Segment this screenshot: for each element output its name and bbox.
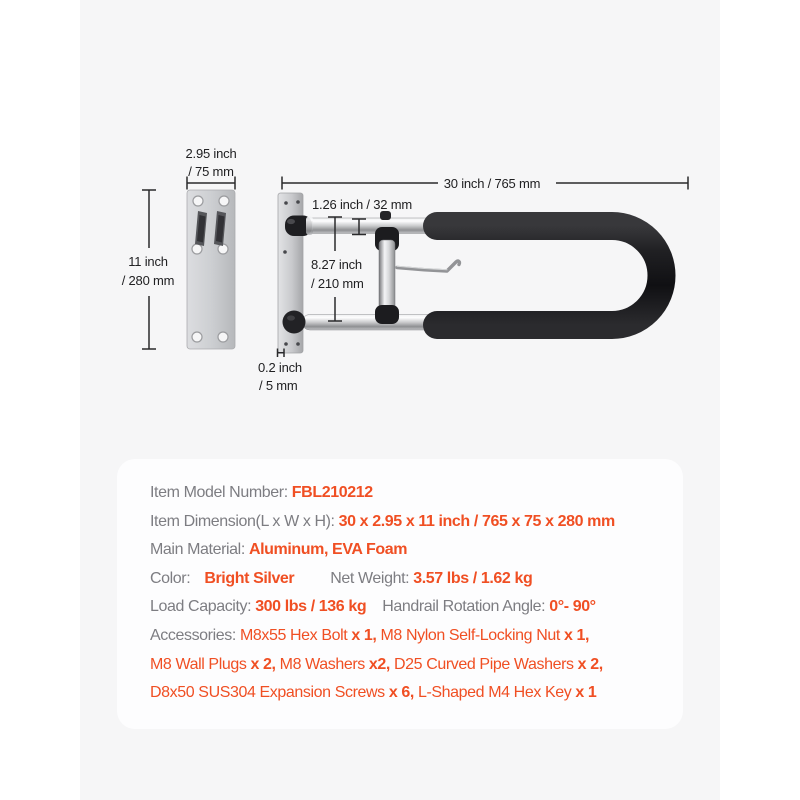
- spec-line-capacity-rotation: Load Capacity: 300 lbs / 136 kg Handrail Rotation Angle: 0°- 90°: [150, 598, 596, 616]
- spec-line-main-material: Main Material: Aluminum, EVA Foam: [150, 541, 408, 559]
- dim-plate-thickness-line1: 0.2 inch: [258, 360, 302, 375]
- spec-line-accessories-2: M8 Wall Plugs x 2, M8 Washers x2, D25 Curved Pipe Washers x 2,: [150, 655, 603, 673]
- dimension-diagram: [80, 0, 720, 460]
- dim-inner-gap-line2: / 210 mm: [311, 276, 364, 291]
- paper-holder-hook: [397, 261, 459, 271]
- spec-line-item-dimension: Item Dimension(L x W x H): 30 x 2.95 x 11 inch / 765 x 75 x 280 mm: [150, 512, 615, 530]
- dim-plate-height-line2: / 280 mm: [121, 273, 175, 288]
- dim-total-length-label: 30 inch / 765 mm: [443, 176, 541, 191]
- left-mounting-plate: [187, 190, 235, 349]
- pivot-hinge: [285, 216, 313, 237]
- spec-line-accessories-3: D8x50 SUS304 Expansion Screws x 6, L-Shaped M4 Hex Key x 1: [150, 684, 597, 702]
- spec-line-color-net-weight: Color: Bright Silver Net Weight: 3.57 lbs / 1.62 kg: [150, 569, 533, 587]
- dim-tube-diameter-label: 1.26 inch / 32 mm: [312, 197, 412, 212]
- dim-plate-thickness-line2: / 5 mm: [259, 378, 298, 393]
- spec-line-accessories-1: Accessories: M8x55 Hex Bolt x 1, M8 Nylon Self-Locking Nut x 1,: [150, 626, 590, 644]
- dim-plate-width-line2: / 75 mm: [188, 164, 234, 179]
- dim-total-length: [282, 176, 688, 191]
- dim-inner-gap-line1: 8.27 inch: [311, 257, 362, 272]
- dim-plate-width: [186, 146, 237, 190]
- foam-grip: [437, 226, 662, 325]
- spec-line-model-number: Item Model Number: FBL210212: [150, 484, 373, 501]
- lower-collar: [283, 311, 306, 334]
- product-image-canvas: [80, 0, 720, 800]
- dim-plate-width-line1: 2.95 inch: [185, 146, 237, 161]
- dim-plate-height: [122, 190, 175, 349]
- spec-card: [117, 459, 683, 729]
- dim-plate-thickness: [258, 349, 302, 394]
- dim-plate-height-line1: 11 inch: [128, 254, 168, 269]
